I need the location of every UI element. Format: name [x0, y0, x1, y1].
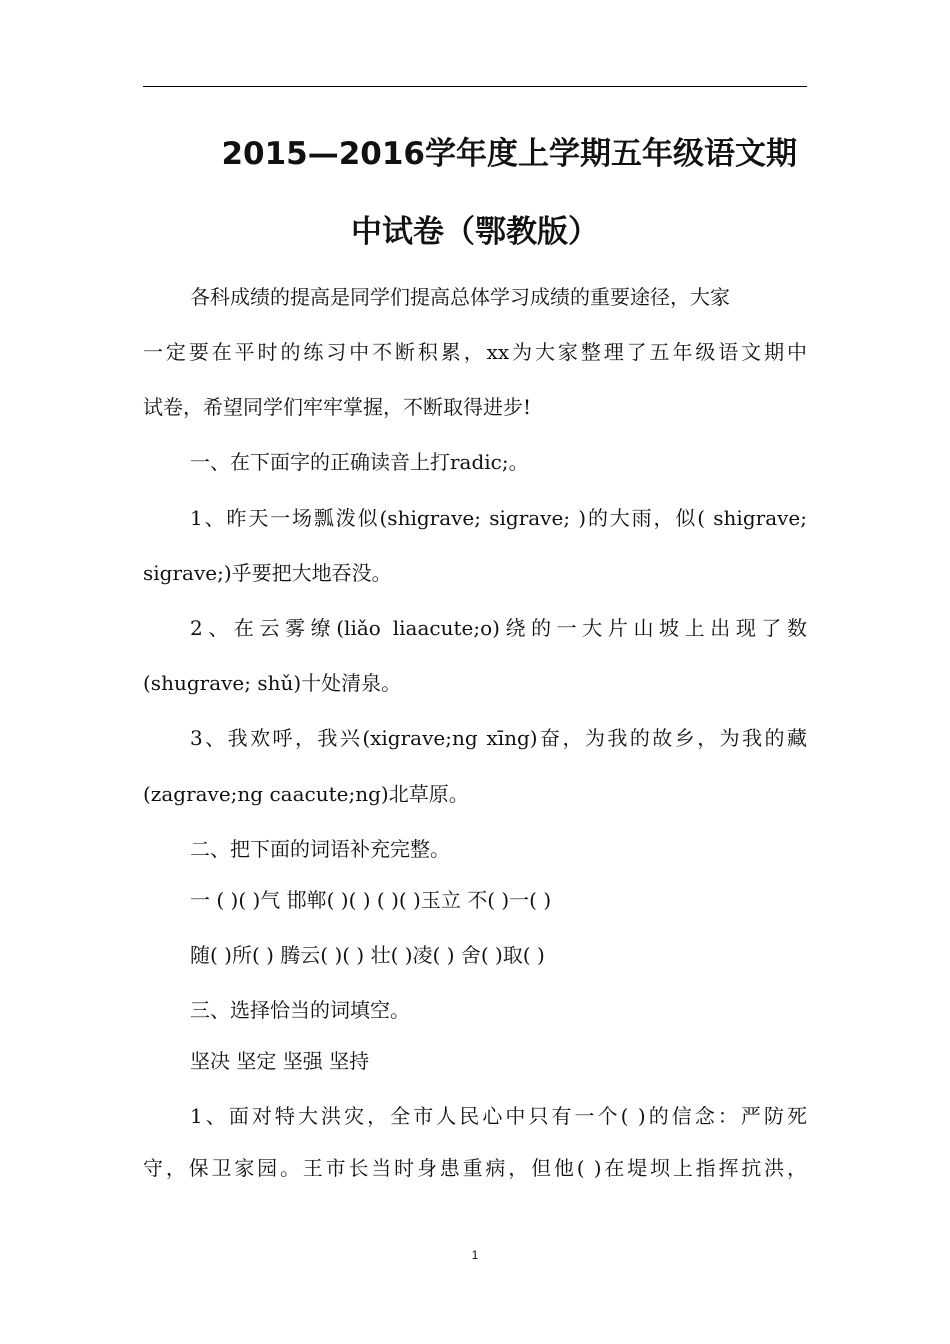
section-2-heading: 二、把下面的词语补充完整。: [190, 837, 450, 861]
q1-3-line-2: (zagrave;ng caacute;ng)北草原。: [143, 782, 469, 806]
q3-1-line-1: 1、面对特大洪灾，全市人民心中只有一个( )的信念：严防死: [190, 1104, 807, 1128]
q1-1-line-1: 1、昨天一场瓢泼似(shigrave; sigrave; )的大雨，似( shigrave;: [190, 506, 807, 530]
q3-1-line-2: 守，保卫家园。王市长当时身患重病，但他( )在堤坝上指挥抗洪，: [143, 1156, 807, 1180]
doc-title-line-1: 2015—2016学年度上学期五年级语文期: [221, 136, 797, 172]
idiom-row-2: 随( )所( ) 腾云( )( ) 壮( )凌( ) 舍( )取( ): [190, 943, 545, 967]
word-choices: 坚决 坚定 坚强 坚持: [190, 1049, 370, 1073]
doc-title-line-2: 中试卷（鄂教版）: [351, 214, 599, 250]
intro-line-1: 各科成绩的提高是同学们提高总体学习成绩的重要途径，大家: [190, 285, 730, 309]
page-number: 1: [471, 1248, 479, 1262]
section-1-heading: 一、在下面字的正确读音上打radic;。: [190, 450, 529, 474]
intro-line-3: 试卷，希望同学们牢牢掌握，不断取得进步!: [143, 395, 532, 419]
idiom-row-1: 一 ( )( )气 邯郸( )( ) ( )( )玉立 不( )一( ): [190, 888, 552, 912]
intro-line-2: 一定要在平时的练习中不断积累，xx为大家整理了五年级语文期中: [143, 340, 807, 364]
q1-2-line-1: 2、在云雾缭(liǎo liaacute;o)绕的一大片山坡上出现了数: [190, 616, 807, 640]
q1-3-line-1: 3、我欢呼，我兴(xigrave;ng xīng)奋，为我的故乡，为我的藏: [190, 726, 807, 750]
q1-1-line-2: sigrave;)乎要把大地吞没。: [143, 561, 392, 585]
q1-2-line-2: (shugrave; shǔ)十处清泉。: [143, 671, 402, 695]
section-3-heading: 三、选择恰当的词填空。: [190, 998, 410, 1022]
header-rule: [143, 86, 807, 87]
